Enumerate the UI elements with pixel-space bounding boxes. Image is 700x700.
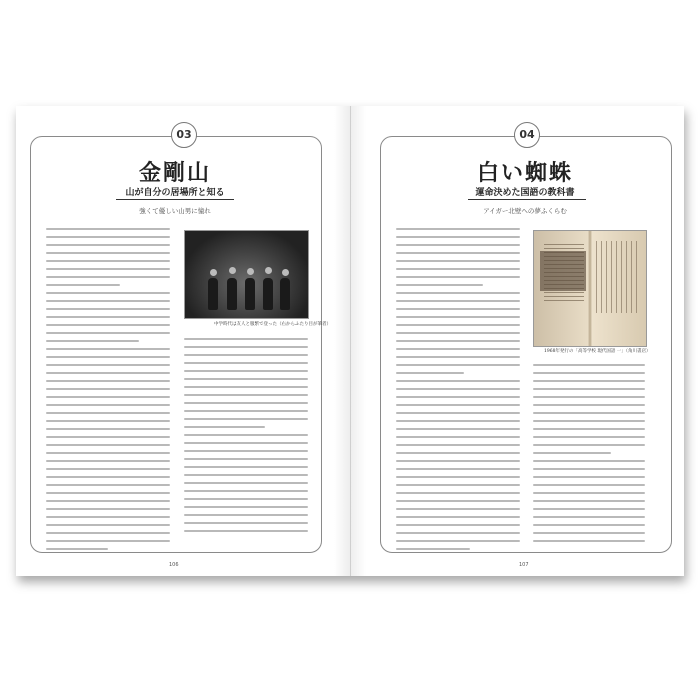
left-page-kicker: 強くて優しい山男に憧れ <box>139 207 211 215</box>
right-subtitle-rule <box>468 199 586 200</box>
left-page-subtitle: 山が自分の居場所と知る <box>125 188 225 198</box>
left-chapter-badge: 03 <box>171 122 197 148</box>
right-body-column-1 <box>396 228 520 550</box>
right-page-kicker: アイガー北壁への夢ふくらむ <box>483 207 567 215</box>
right-page-number: 107 <box>519 562 529 568</box>
left-subtitle-rule <box>116 199 234 200</box>
right-body-column-2 <box>533 364 645 542</box>
right-page-title: 白い蜘蛛 <box>476 160 573 186</box>
left-photo-caption: 中学時代は友人と服繁で登った（右からふたり目が筆者） <box>214 322 331 327</box>
right-page-subtitle: 運命決めた国語の教科書 <box>475 188 575 198</box>
left-page-title: 金剛山 <box>138 160 211 186</box>
left-group-photo <box>184 230 309 319</box>
gutter <box>350 106 351 576</box>
right-chapter-badge: 04 <box>514 122 540 148</box>
left-body-column-2 <box>184 338 308 532</box>
book-spread <box>16 106 684 576</box>
left-page-number: 106 <box>169 562 179 568</box>
right-textbook-photo <box>533 230 647 347</box>
right-photo-caption: 1968年発行の「高等学校 現代国語 一」（角川書店） <box>544 349 651 354</box>
left-body-column-1 <box>46 228 170 550</box>
